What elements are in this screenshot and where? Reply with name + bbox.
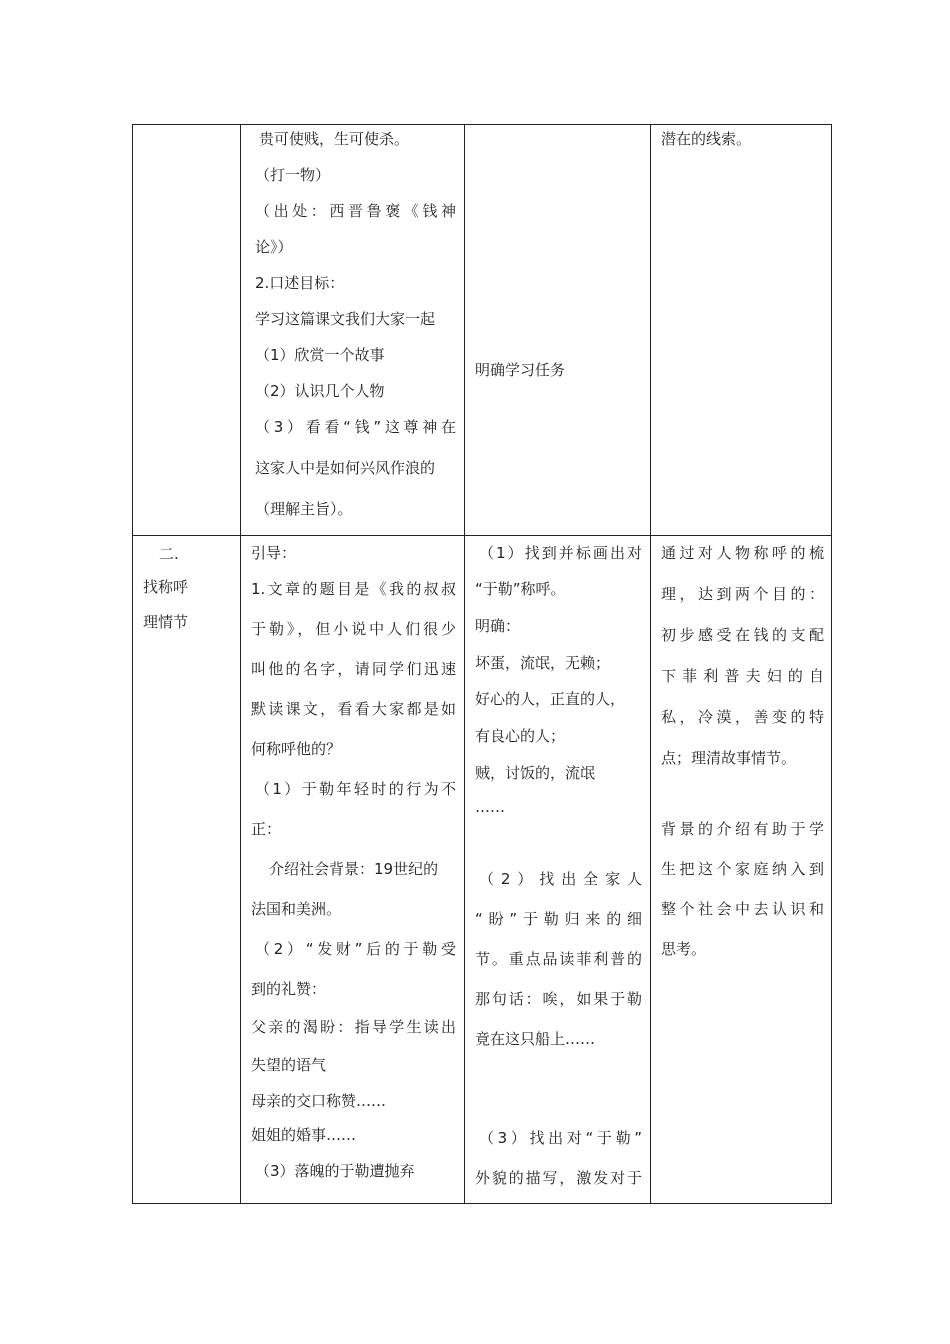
table-row	[133, 536, 832, 1204]
text-line: 引导：	[251, 544, 297, 562]
text-line: 背景的介绍有助于学	[661, 820, 824, 838]
text-line: 母亲的交口称赞……	[251, 1092, 387, 1110]
text-line: 姐姐的婚事……	[251, 1126, 357, 1144]
text-line: 竟在这只船上……	[475, 1030, 596, 1048]
text-line: 明确：	[475, 617, 521, 635]
text-line: 1.文章的题目是《我的叔叔	[251, 580, 456, 598]
text-line: 那句话：唉，如果于勒	[475, 990, 642, 1008]
text-line: 思考。	[661, 940, 707, 958]
student-activity-cell	[465, 125, 651, 536]
table-row	[133, 125, 832, 536]
text-line: 法国和美洲。	[251, 900, 342, 918]
text-line: 默读课文，看看大家都是如	[251, 700, 456, 718]
text-line: 学习这篇课文我们大家一起	[255, 310, 436, 328]
student-activity-cell	[465, 536, 651, 1204]
text-line: （1）于勒年轻时的行为不	[255, 780, 456, 798]
text-line: 失望的语气	[251, 1056, 327, 1074]
text-line: （打一物）	[255, 166, 331, 184]
design-intent-cell	[651, 536, 832, 1204]
stage-title: 理情节	[143, 613, 189, 631]
text-line: 好心的人，正直的人，	[475, 690, 626, 708]
text-line: 2.口述目标：	[255, 274, 345, 292]
text-line: ……	[475, 798, 505, 816]
text-line: （3）看看“钱”这尊神在	[255, 418, 456, 436]
text-line: （3）找出对“于勒”	[479, 1129, 642, 1147]
stage-cell	[133, 125, 241, 536]
text-line: （1）找到并标画出对	[479, 544, 642, 562]
text-line: （3）落魄的于勒遭抛弃	[255, 1162, 415, 1180]
text-line: 外貌的描写，激发对于	[475, 1169, 642, 1187]
text-line: 叫他的名字，请同学们迅速	[251, 660, 456, 678]
text-line: 理，达到两个目的：	[661, 585, 824, 603]
text-line: 初步感受在钱的支配	[661, 626, 824, 644]
text-line: （理解主旨）。	[255, 500, 353, 518]
text-line: 潜在的线索。	[661, 130, 752, 148]
text-line: 贵可使贱，生可使杀。	[259, 130, 410, 148]
text-line: “盼”于勒归来的细	[475, 910, 642, 928]
text-line: 明确学习任务	[475, 361, 566, 379]
text-line: （2）“发财”后的于勒受	[255, 940, 456, 958]
design-intent-cell	[651, 125, 832, 536]
text-line: （1）欣赏一个故事	[255, 346, 385, 364]
text-line: （2）找出全家人	[479, 870, 642, 888]
lesson-plan-table	[132, 124, 832, 1204]
text-line: 正：	[251, 820, 282, 838]
text-line: 何称呼他的？	[251, 740, 342, 758]
text-line: 通过对人物称呼的梳	[661, 544, 824, 562]
teacher-activity-cell	[241, 536, 465, 1204]
stage-title: 找称呼	[143, 578, 189, 596]
text-line: 整个社会中去认识和	[661, 900, 824, 918]
text-line: 生把这个家庭纳入到	[661, 860, 824, 878]
text-line: 节。重点品读菲利普的	[475, 950, 642, 968]
stage-number: 二.	[159, 545, 179, 563]
text-line: （2）认识几个人物	[255, 382, 385, 400]
text-line: 私，冷漠，善变的特	[661, 708, 824, 726]
teacher-activity-cell	[241, 125, 465, 536]
text-line: 父亲的渴盼：指导学生读出	[251, 1018, 456, 1036]
text-line: 点；理清故事情节。	[661, 749, 797, 767]
text-line: 下菲利普夫妇的自	[661, 667, 824, 685]
text-line: 介绍社会背景：19世纪的	[269, 860, 439, 878]
text-line: 有良心的人；	[475, 727, 566, 745]
text-line: 这家人中是如何兴风作浪的	[255, 459, 436, 477]
text-line: 于勒》，但小说中人们很少	[251, 620, 456, 638]
text-line: 贼，讨饭的，流氓	[475, 764, 596, 782]
stage-cell	[133, 536, 241, 1204]
text-line: 到的礼赞：	[251, 980, 327, 998]
text-line: 论》）	[255, 238, 293, 256]
text-line: 坏蛋，流氓，无赖；	[475, 654, 611, 672]
text-line: （出处：西晋鲁褒《钱神	[255, 202, 456, 220]
text-line: “于勒”称呼。	[475, 580, 566, 598]
